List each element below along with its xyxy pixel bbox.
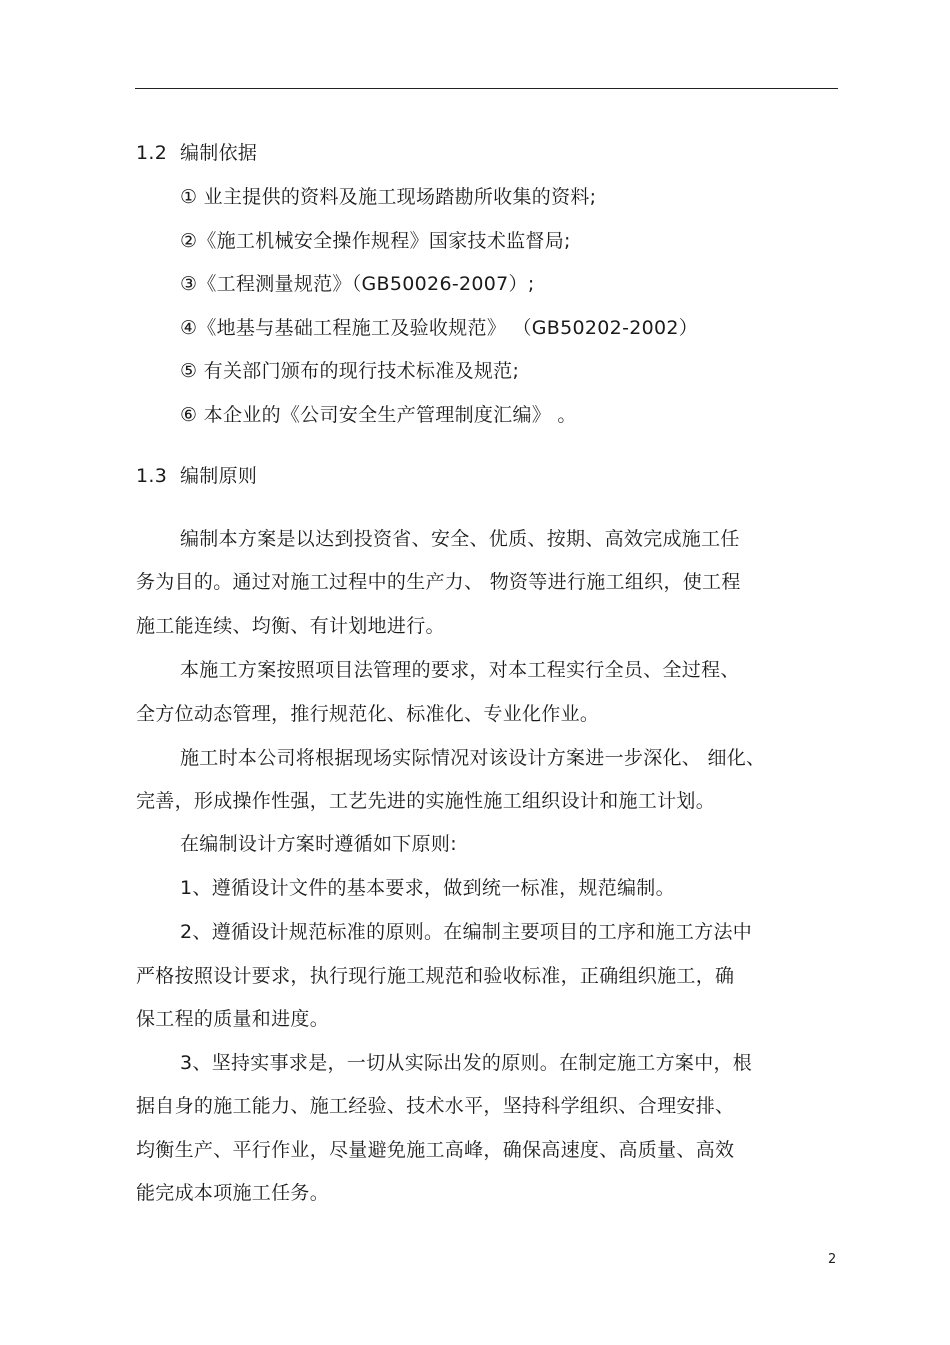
paragraph-line: 严格按照设计要求，执行现行施工规范和验收标准，正确组织施工，确 [136,965,735,987]
page-number: 2 [828,1252,837,1267]
basis-item: ③《工程测量规范》（GB50026-2007）; [180,273,535,295]
section-title: 编制原则 [180,465,258,487]
paragraph-line: 保工程的质量和进度。 [136,1008,330,1030]
paragraph-line: 能完成本项施工任务。 [136,1182,330,1204]
paragraph-line: 全方位动态管理，推行规范化、标准化、专业化作业。 [136,703,600,725]
header-rule [135,88,838,89]
paragraph-line: 施工能连续、均衡、有计划地进行。 [136,615,445,637]
paragraph-line: 3、坚持实事求是，一切从实际出发的原则。在制定施工方案中，根 [180,1052,753,1074]
paragraph-line: 1、遵循设计文件的基本要求，做到统一标准，规范编制。 [180,877,675,899]
section-number: 1.2 [136,142,168,164]
paragraph-line: 本施工方案按照项目法管理的要求，对本工程实行全员、全过程、 [180,659,740,681]
paragraph-line: 完善，形成操作性强，工艺先进的实施性施工组织设计和施工计划。 [136,790,716,812]
basis-item: ④《地基与基础工程施工及验收规范》 （GB50202-2002） [180,317,699,339]
basis-item: ②《施工机械安全操作规程》国家技术监督局; [180,230,571,252]
paragraph-line: 据自身的施工能力、施工经验、技术水平，坚持科学组织、合理安排、 [136,1095,735,1117]
section-heading-1-2 [136,140,257,166]
paragraph-line: 施工时本公司将根据现场实际情况对该设计方案进一步深化、 细化、 [180,747,766,769]
paragraph-line: 在编制设计方案时遵循如下原则: [180,833,457,855]
paragraph-line: 编制本方案是以达到投资省、安全、优质、按期、高效完成施工任 [180,528,740,550]
basis-item: ⑤ 有关部门颁布的现行技术标准及规范; [180,360,520,382]
section-heading-1-3 [136,463,257,489]
basis-item: ① 业主提供的资料及施工现场踏勘所收集的资料; [180,186,597,208]
section-number: 1.3 [136,465,168,487]
basis-item: ⑥ 本企业的《公司安全生产管理制度汇编》 。 [180,404,577,426]
section-title: 编制依据 [180,142,258,164]
paragraph-line: 均衡生产、平行作业，尽量避免施工高峰，确保高速度、高质量、高效 [136,1139,735,1161]
paragraph-line: 务为目的。通过对施工过程中的生产力、 物资等进行施工组织，使工程 [136,571,741,593]
paragraph-line: 2、遵循设计规范标准的原则。在编制主要项目的工序和施工方法中 [180,921,753,943]
